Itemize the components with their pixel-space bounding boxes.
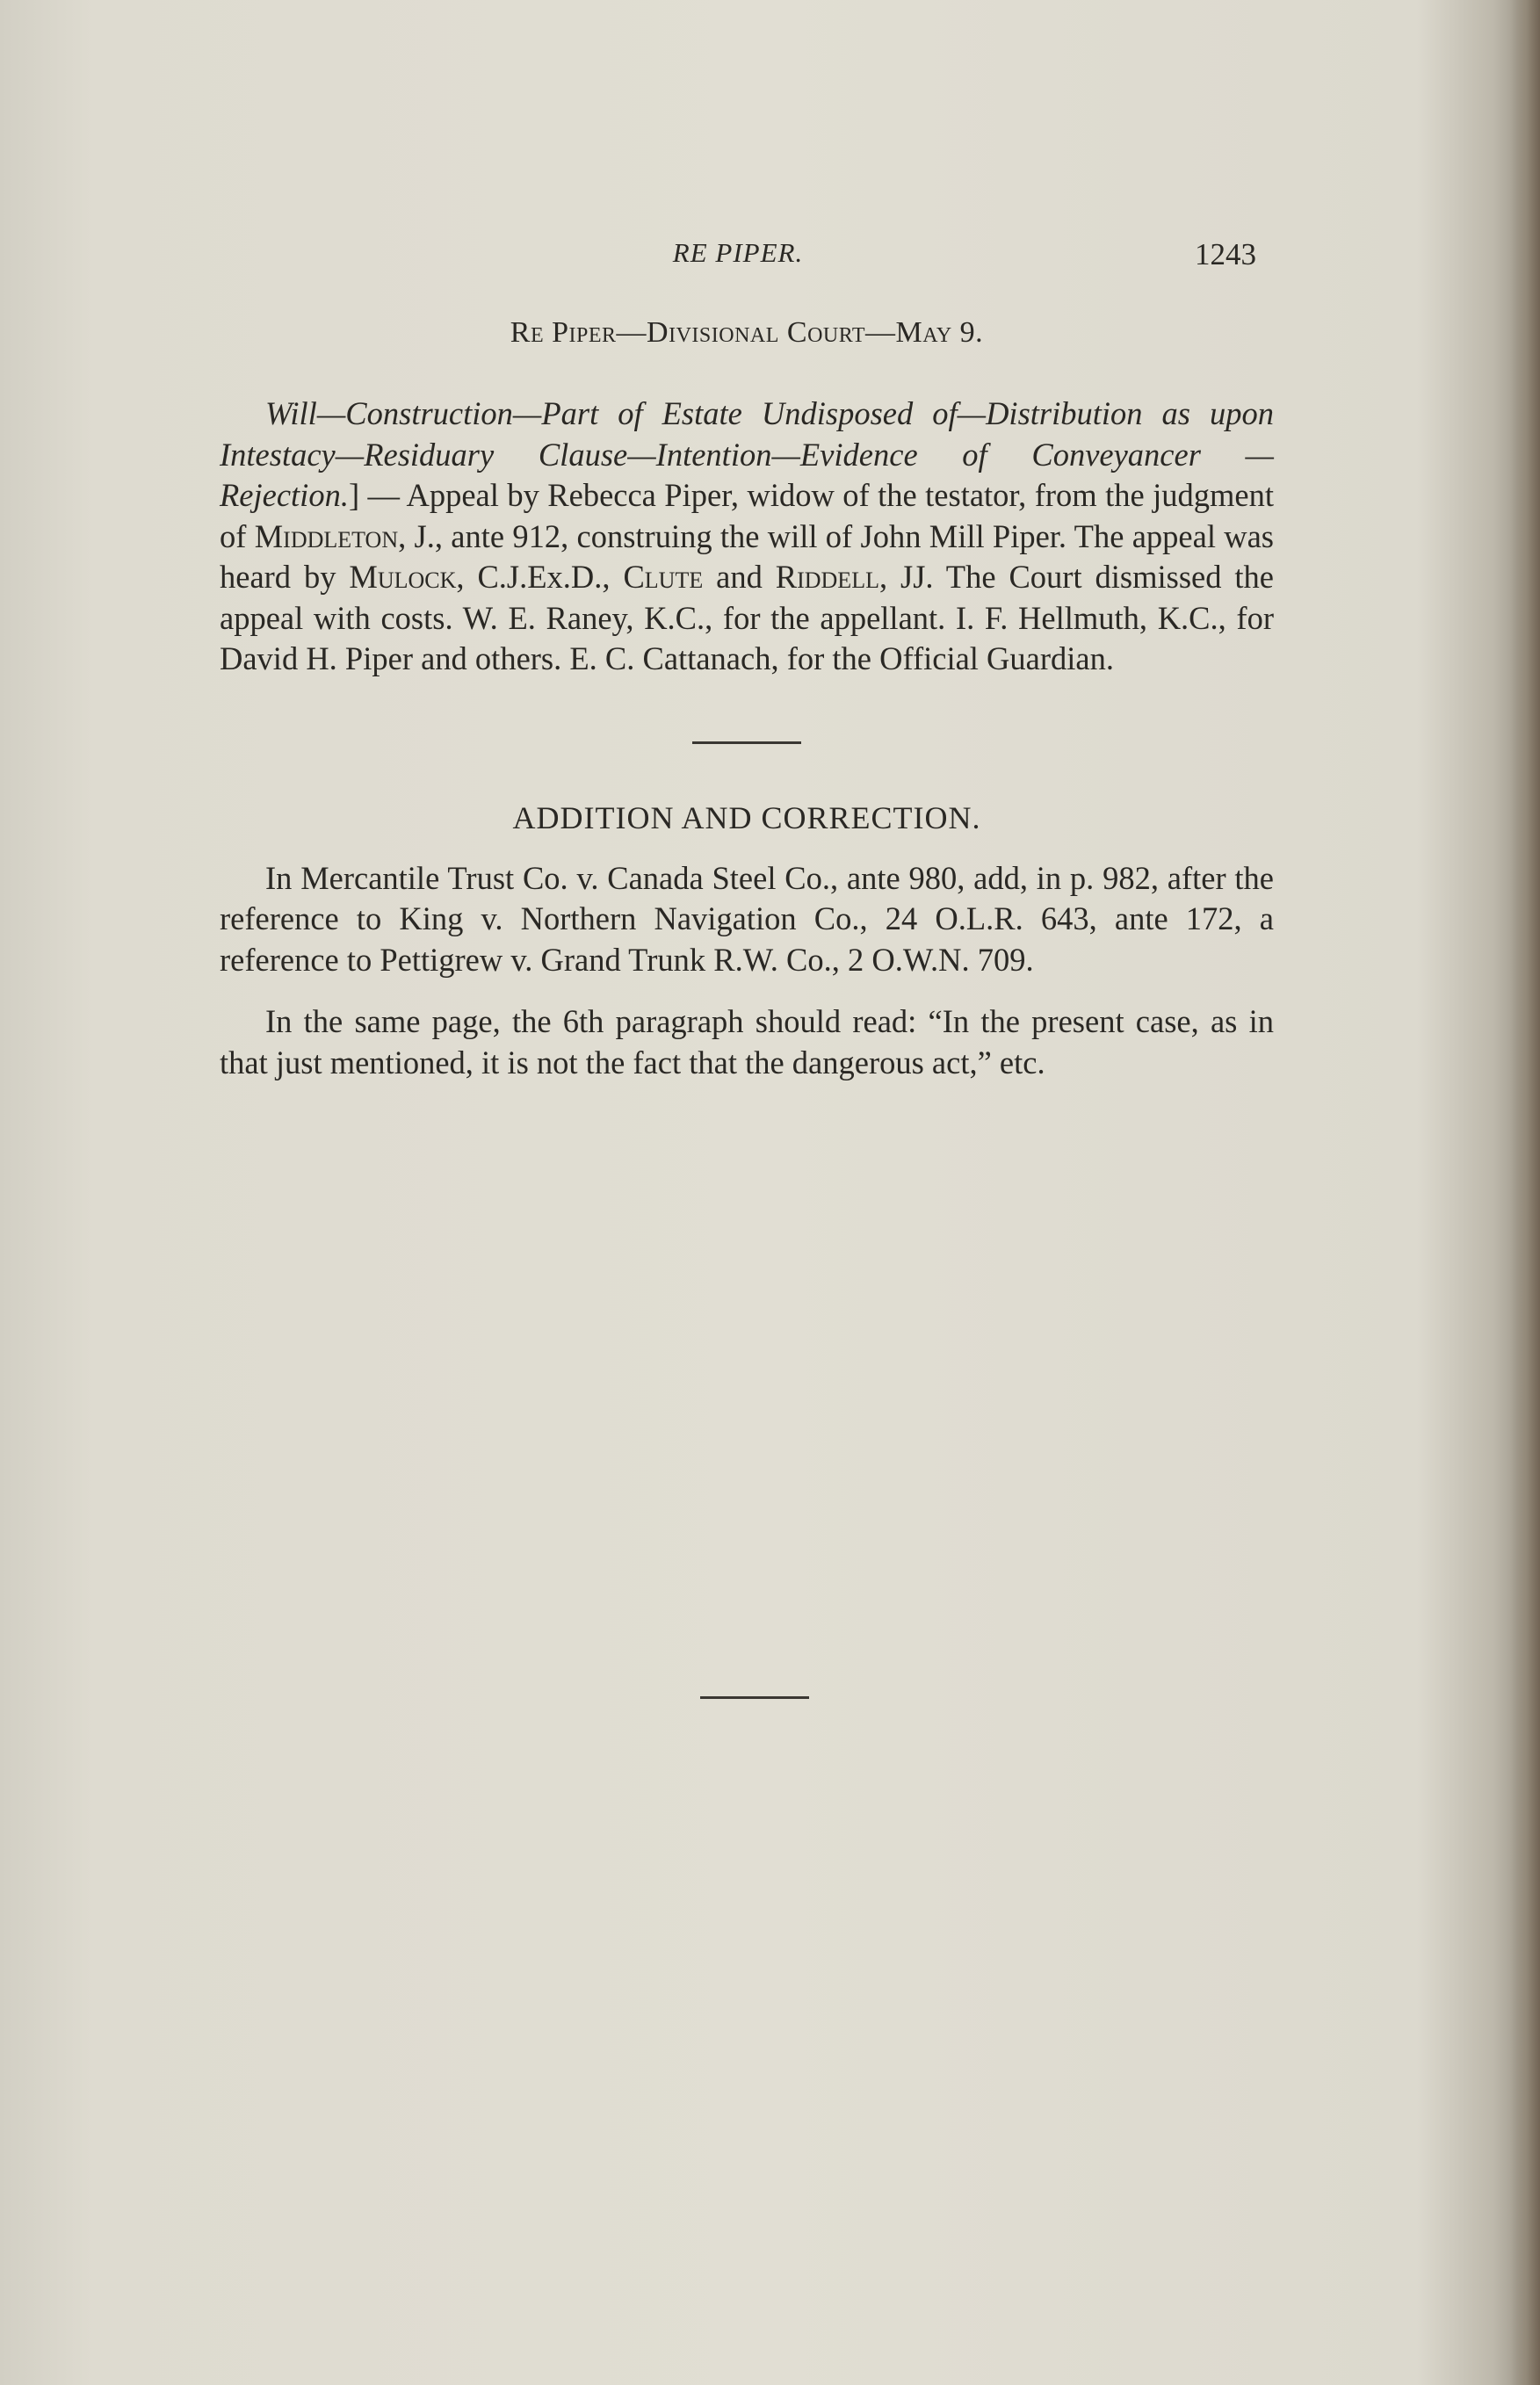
case-report-paragraph <box>220 394 1274 680</box>
case-body-text-5: , JJ. The Court dismissed the appeal with costs. W. E. Raney, K.C., for the appellant. I. F. Hellmuth, K.C., for David H. Piper and others. E. C. Cattanach, for the Official Guardian. <box>220 559 1274 676</box>
section-heading: ADDITION AND CORRECTION. <box>512 799 981 835</box>
correction-paragraph-1: In Mercantile Trust Co. v. Canada Steel Co., ante 980, add, in p. 982, after the reference to King v. Northern Navigation Co., 24 O.L.R. 643, ante 172, a reference to Pettigrew v. Grand Trunk R.W. Co., 2 O.W.N. 709. <box>220 859 1274 978</box>
page-edge-shadow <box>1510 0 1540 2385</box>
judge-name-mulock: Mulock <box>349 559 457 595</box>
judge-name-middleton: Middleton <box>254 517 399 554</box>
judge-name-clute: Clute <box>623 559 704 595</box>
headnote: Will—Construction—Part of Estate Undisposed of—Distribution as upon Intestacy—Residuary Clause—Intention—Evidence of Conveyancer — Rejection. <box>220 395 1274 513</box>
page-content <box>220 316 1274 1083</box>
section-divider <box>692 741 801 744</box>
case-body-text-2: , J., ante 912, construing the will of John Mill Piper. The appeal was heard by <box>220 517 1275 595</box>
case-body-text-3: , C.J.Ex.D., <box>456 559 624 595</box>
end-divider <box>700 1696 809 1699</box>
running-head: RE PIPER. <box>672 237 804 268</box>
case-body-text-4: and <box>703 559 776 595</box>
case-body-text-1: ] — Appeal by Rebecca Piper, widow of the testator, from the judgment of <box>220 477 1274 554</box>
page-header <box>220 237 1256 281</box>
correction-paragraph-2: In the same page, the 6th paragraph should read: “In the present case, as in that just mentioned, it is not the fact that the dangerous act,” etc. <box>220 1003 1274 1080</box>
page-number: 1243 <box>1195 237 1256 271</box>
judge-name-riddell: Riddell <box>775 559 879 595</box>
case-title: Re Piper—Divisional Court—May 9. <box>510 316 984 349</box>
